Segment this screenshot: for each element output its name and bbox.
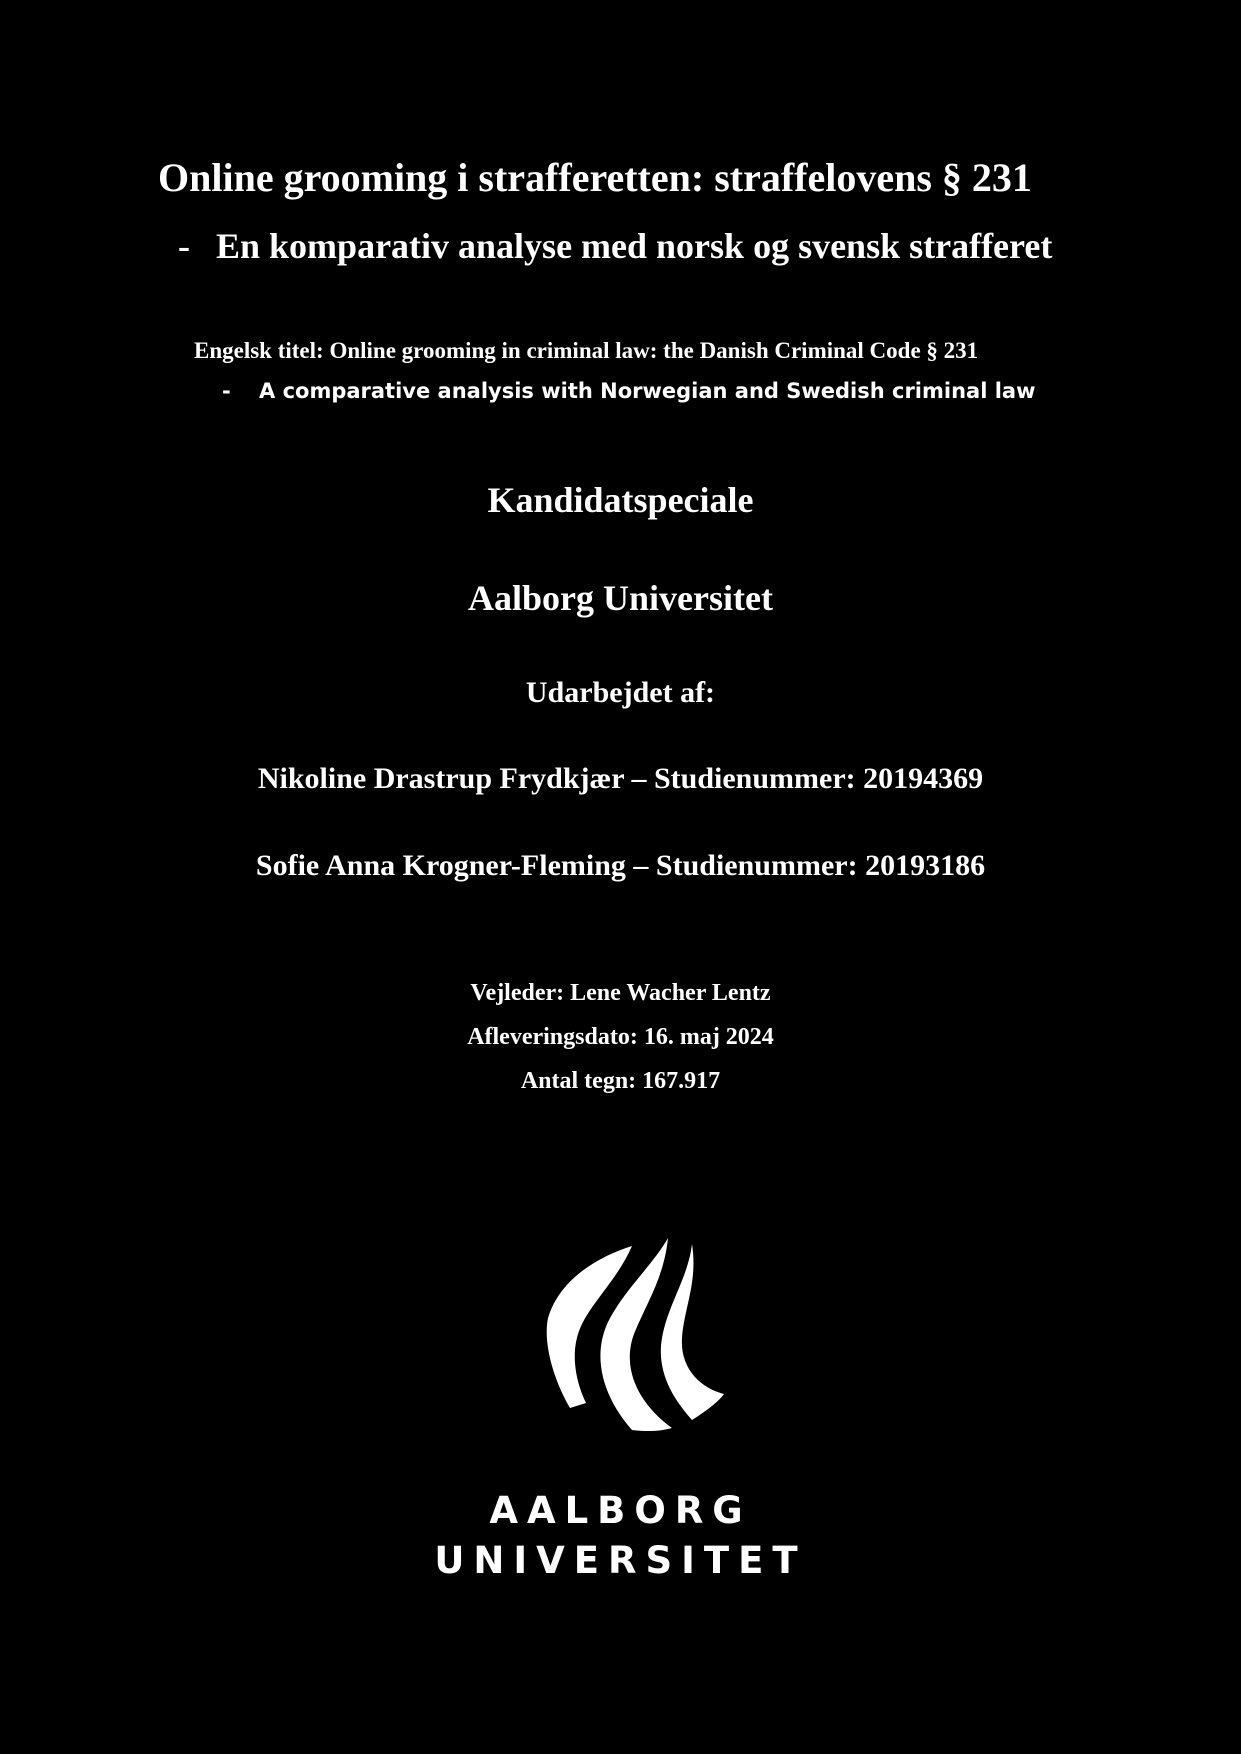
thesis-title: Online grooming i strafferetten: straffelovens § 231 — [158, 155, 1032, 200]
university-name: Aalborg Universitet — [468, 578, 773, 618]
logo-text-aalborg: AALBORG — [489, 1489, 752, 1532]
subtitle-dash: - — [178, 226, 190, 266]
thesis-type: Kandidatspeciale — [487, 480, 754, 520]
supervisor: Vejleder: Lene Wacher Lentz — [470, 980, 771, 1006]
author-2: Sofie Anna Krogner-Fleming – Studienummer: 20193186 — [255, 849, 986, 882]
english-subtitle-dash: - — [222, 379, 231, 403]
english-title: Engelsk titel: Online grooming in criminal law: the Danish Criminal Code § 231 — [194, 338, 979, 363]
logo-wave-right — [661, 1244, 724, 1420]
submission-date: Afleveringsdato: 16. maj 2024 — [467, 1024, 774, 1050]
aau-wave-logo-icon — [540, 1238, 730, 1433]
thesis-subtitle — [178, 228, 1052, 264]
english-subtitle-text: A comparative analysis with Norwegian and Swedish criminal law — [259, 379, 1036, 403]
character-count: Antal tegn: 167.917 — [520, 1068, 721, 1094]
english-subtitle — [222, 381, 1036, 402]
author-1: Nikoline Drastrup Frydkjær – Studienummer: 20194369 — [257, 762, 984, 795]
subtitle-text: En komparativ analyse med norsk og svensk strafferet — [216, 226, 1053, 266]
logo-text-universitet: UNIVERSITET — [434, 1539, 807, 1582]
prepared-by-label: Udarbejdet af: — [525, 676, 716, 709]
